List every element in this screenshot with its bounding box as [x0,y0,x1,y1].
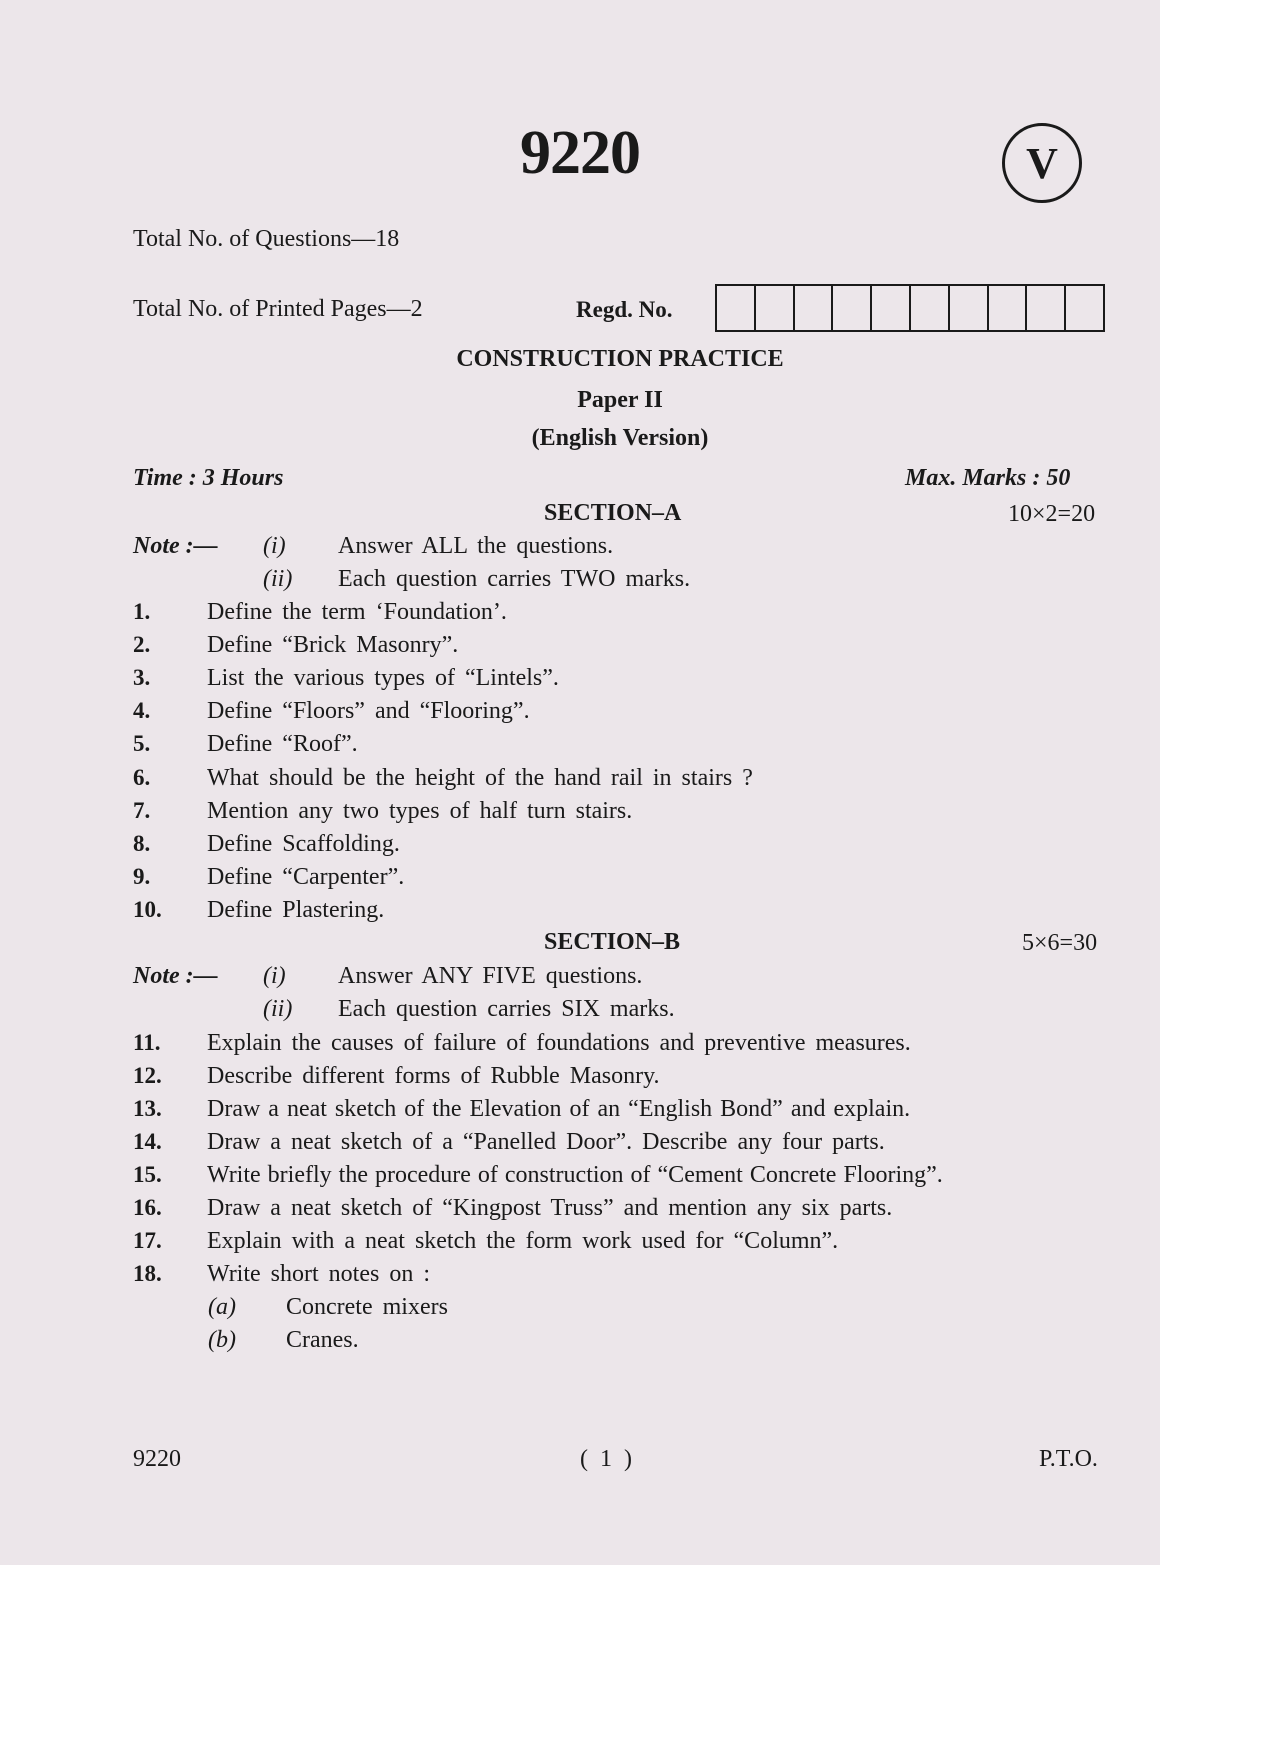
regd-cell [989,286,1028,330]
question-13 [133,1096,910,1123]
note-text: Answer ANY FIVE questions. [338,963,643,989]
question-number: 18. [133,1261,162,1286]
sub-item-text: Concrete mixers [286,1294,448,1320]
question-18 [133,1261,430,1288]
question-text: Define “Brick Masonry”. [207,632,459,658]
question-text: Define “Floors” and “Flooring”. [207,698,530,724]
sub-item-a [208,1294,448,1321]
question-17 [133,1228,838,1255]
section-a-marks: 10×2=20 [1008,501,1096,527]
total-pages: Total No. of Printed Pages—2 [133,296,423,322]
question-number: 10. [133,897,162,922]
version-mark: V [1026,138,1058,188]
question-number: 16. [133,1195,162,1220]
question-2 [133,632,458,659]
question-16 [133,1195,892,1222]
sub-item-label: (b) [208,1327,236,1353]
question-text: Draw a neat sketch of the Elevation of an “English Bond” and explain. [207,1096,911,1122]
question-number: 7. [133,798,151,823]
question-5 [133,731,358,758]
question-number: 12. [133,1063,162,1088]
regd-cell [1027,286,1066,330]
question-text: Draw a neat sketch of “Kingpost Truss” and mention any six parts. [207,1195,893,1221]
question-text: List the various types of “Lintels”. [207,665,559,691]
question-number: 11. [133,1030,161,1055]
language-version: (English Version) [531,425,709,451]
exam-time: Time : 3 Hours [133,465,284,491]
question-14 [133,1129,885,1156]
note-num: (ii) [263,566,293,592]
max-marks: Max. Marks : 50 [905,465,1071,491]
question-15 [133,1162,943,1189]
note-label: Note :— [133,963,218,989]
note-num: (ii) [263,996,293,1022]
regd-cell [872,286,911,330]
regd-label: Regd. No. [576,297,673,322]
question-10 [133,897,384,924]
question-text: Define the term ‘Foundation’. [207,599,507,625]
page-number: ( 1 ) [580,1446,632,1472]
section-a-note-1 [133,533,613,560]
question-6 [133,765,753,792]
question-8 [133,831,400,858]
regd-cell [756,286,795,330]
question-number: 1. [133,599,151,624]
note-num: (i) [263,533,286,559]
note-num: (i) [263,963,286,989]
regd-cell [950,286,989,330]
section-b-note-2 [263,996,675,1023]
sub-item-b [208,1327,359,1354]
section-b-heading: SECTION–B [544,929,681,955]
question-4 [133,698,530,725]
question-text: Explain the causes of failure of foundations and preventive measures. [207,1030,911,1056]
note-label: Note :— [133,533,218,559]
question-11 [133,1030,911,1057]
regd-cell [911,286,950,330]
section-a-heading: SECTION–A [544,500,682,526]
total-questions: Total No. of Questions—18 [133,226,400,252]
note-text: Each question carries TWO marks. [338,566,691,592]
question-9 [133,864,404,891]
question-number: 3. [133,665,151,690]
question-12 [133,1063,660,1090]
question-number: 14. [133,1129,162,1154]
pto-mark: P.T.O. [1039,1446,1098,1472]
question-text: Explain with a neat sketch the form work used for “Column”. [207,1228,839,1254]
question-number: 6. [133,765,151,790]
question-text: Define Plastering. [207,897,385,923]
subject-title: CONSTRUCTION PRACTICE [456,346,784,372]
question-text: Draw a neat sketch of a “Panelled Door”. Describe any four parts. [207,1129,885,1155]
question-number: 8. [133,831,151,856]
question-number: 4. [133,698,151,723]
section-a-note-2 [263,566,690,593]
version-mark-circle [1002,123,1082,203]
question-text: Write briefly the procedure of construction of “Cement Concrete Flooring”. [207,1162,943,1188]
question-text: Mention any two types of half turn stairs. [207,798,633,824]
regd-cell [833,286,872,330]
regd-cell [717,286,756,330]
question-text: Define “Roof”. [207,731,358,757]
paper-code: 9220 [520,119,640,187]
question-text: What should be the height of the hand rail in stairs ? [207,765,753,791]
note-text: Each question carries SIX marks. [338,996,675,1022]
regd-number-box [715,284,1105,332]
question-number: 17. [133,1228,162,1253]
question-text: Write short notes on : [207,1261,430,1287]
regd-cell [1066,286,1103,330]
regd-cell [795,286,834,330]
question-3 [133,665,559,692]
question-7 [133,798,632,825]
question-number: 5. [133,731,151,756]
question-number: 15. [133,1162,162,1187]
section-b-marks: 5×6=30 [1022,930,1098,956]
sub-item-text: Cranes. [286,1327,359,1353]
question-text: Describe different forms of Rubble Masonry. [207,1063,660,1089]
question-1 [133,599,507,626]
note-text: Answer ALL the questions. [338,533,614,559]
section-b-note-1 [133,963,642,990]
question-text: Define “Carpenter”. [207,864,405,890]
paper-number: Paper II [577,387,663,413]
question-number: 13. [133,1096,162,1121]
question-number: 9. [133,864,151,889]
sub-item-label: (a) [208,1294,236,1320]
footer-code: 9220 [133,1446,181,1472]
question-text: Define Scaffolding. [207,831,400,857]
question-number: 2. [133,632,151,657]
